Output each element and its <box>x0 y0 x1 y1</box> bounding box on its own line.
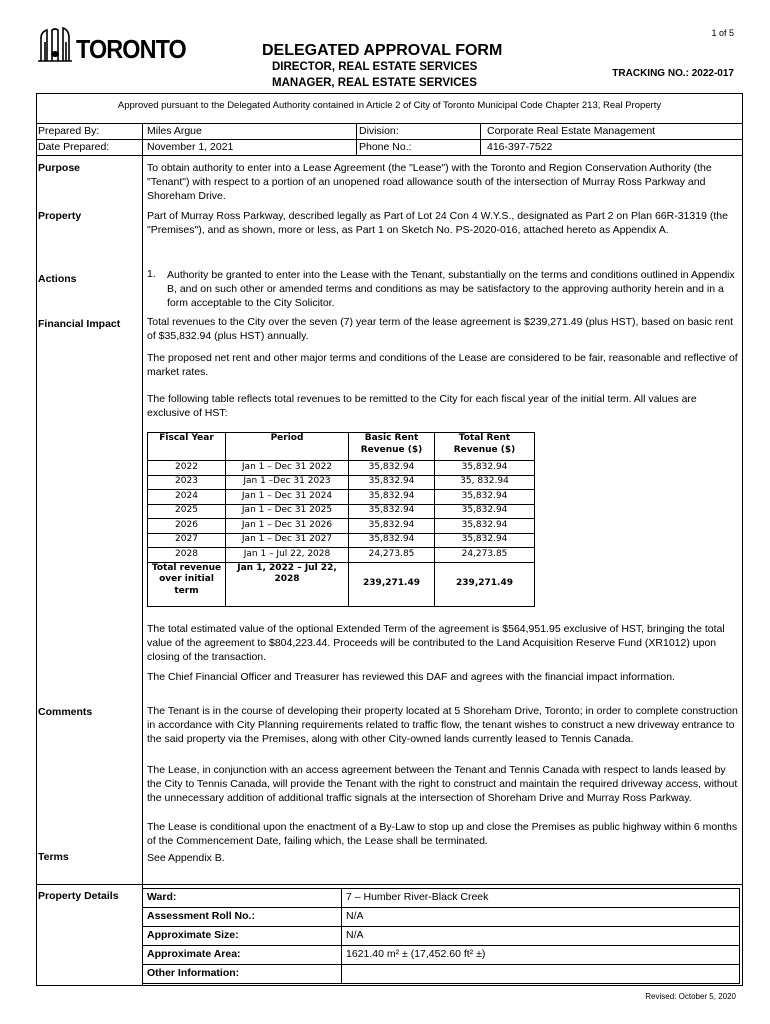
prepared-by-value: Miles Argue <box>147 125 202 137</box>
fiscal-year-cell: 2026 <box>148 519 226 534</box>
total-rent-cell: 35,832.94 <box>435 490 535 505</box>
table-row <box>143 889 740 908</box>
comments-paragraph-3: The Lease is conditional upon the enactment of a By-Law to stop up and close the Premises as public highway within 6 months of the Commencement Date, failing which, the Lease shall be terminated. <box>147 821 738 848</box>
basic-rent-cell: 35,832.94 <box>349 475 435 490</box>
action-number: 1. <box>147 268 156 280</box>
property-label: Property <box>38 210 82 222</box>
period-cell: Jan 1 –Dec 31 2023 <box>226 475 349 490</box>
table-row <box>143 927 740 946</box>
toronto-logo <box>38 24 198 62</box>
approx-size-label: Approximate Size: <box>143 927 342 946</box>
revised-date: Revised: October 5, 2020 <box>645 991 736 1001</box>
col-basic-rent: Basic Rent Revenue ($) <box>349 433 435 461</box>
prepared-by-label: Prepared By: <box>38 125 100 137</box>
phone-label: Phone No.: <box>359 141 412 153</box>
approx-area-value: 1621.40 m² ± (17,452.60 ft² ±) <box>342 946 740 965</box>
col-period: Period <box>226 433 349 461</box>
period-cell: Jan 1 – Dec 31 2024 <box>226 490 349 505</box>
subtitle-line-1: DIRECTOR, REAL ESTATE SERVICES <box>272 61 478 73</box>
period-cell: Jan 1 – Dec 31 2025 <box>226 504 349 519</box>
table-row <box>148 490 535 505</box>
assessment-roll-label: Assessment Roll No.: <box>143 908 342 927</box>
period-cell: Jan 1 – Dec 31 2026 <box>226 519 349 534</box>
total-rent-cell: 35,832.94 <box>435 504 535 519</box>
property-text: Part of Murray Ross Parkway, described legally as Part of Lot 24 Con 4 W.Y.S., designated as Part 2 on Plan 66R-31319 (the "Premises"), and as shown, more or less, as Part 1 on Sketch No. PS-2020-016, attached hereto as Appendix A. <box>147 210 728 237</box>
fiscal-year-cell: 2027 <box>148 533 226 548</box>
comments-paragraph-1: The Tenant is in the course of developing their property located at 5 Shoreham Drive, Toronto; in order to complete construction in accordance with City Planning requirements related to traffic flow, the tenant wishes to construct a new driveway entrance to the said property via the Premises, along with other City-owned lands currently leased to Tennis Canada. <box>147 705 738 746</box>
purpose-label: Purpose <box>38 162 81 174</box>
table-row <box>148 533 535 548</box>
table-row <box>148 475 535 490</box>
other-info-label: Other Information: <box>143 965 342 984</box>
form-title: DELEGATED APPROVAL FORM <box>262 42 503 59</box>
revenue-table-header <box>148 433 535 461</box>
basic-rent-cell: 35,832.94 <box>349 490 435 505</box>
col-total-rent: Total Rent Revenue ($) <box>435 433 535 461</box>
other-info-value <box>342 965 740 984</box>
financial-paragraph-4: The total estimated value of the optional Extended Term of the agreement is $564,951.95 exclusive of HST, bringing the total value of the agreement to $804,223.44. Proceeds will be contributed to the Land Acquisition Reserve Fund (XR1012) upon closing of the transaction. <box>147 623 725 664</box>
total-period-cell: Jan 1, 2022 – Jul 22, 2028 <box>226 562 349 606</box>
table-row <box>148 461 535 476</box>
basic-rent-cell: 35,832.94 <box>349 504 435 519</box>
form-subtitle <box>272 60 477 91</box>
col-fiscal-year: Fiscal Year <box>148 433 226 461</box>
purpose-text: To obtain authority to enter into a Lease Agreement (the "Lease") with the Toronto and Region Conservation Authority (the "Tenant") with respect to a portion of an unopened road allowance south of the intersection of Murray Ross Parkway and Shoreham Drive. <box>147 162 712 203</box>
total-rent-cell: 35,832.94 <box>435 533 535 548</box>
total-rent-cell: 24,273.85 <box>435 548 535 563</box>
period-cell: Jan 1 – Dec 31 2022 <box>226 461 349 476</box>
ward-value: 7 – Humber River-Black Creek <box>342 889 740 908</box>
division-value: Corporate Real Estate Management <box>487 125 656 137</box>
page-indicator: 1 of 5 <box>711 28 734 38</box>
terms-label: Terms <box>38 851 69 863</box>
terms-text: See Appendix B. <box>147 852 225 864</box>
city-hall-icon <box>38 24 72 62</box>
basic-rent-cell: 35,832.94 <box>349 461 435 476</box>
total-rent-cell: 35, 832.94 <box>435 475 535 490</box>
date-prepared-label: Date Prepared: <box>38 141 110 153</box>
fiscal-year-cell: 2023 <box>148 475 226 490</box>
ward-label: Ward: <box>143 889 342 908</box>
tracking-number: TRACKING NO.: 2022-017 <box>612 68 734 79</box>
assessment-roll-value: N/A <box>342 908 740 927</box>
fiscal-year-cell: 2024 <box>148 490 226 505</box>
property-details-label: Property Details <box>38 890 119 902</box>
table-row <box>148 519 535 534</box>
table-row <box>143 946 740 965</box>
total-rent-total-cell: 239,271.49 <box>435 562 535 606</box>
fiscal-year-cell: 2022 <box>148 461 226 476</box>
period-cell: Jan 1 – Dec 31 2027 <box>226 533 349 548</box>
logo-wordmark: TORONTO <box>76 34 186 64</box>
action-text: Authority be granted to enter into the Lease with the Tenant, substantially on the terms and conditions outlined in Appendix B, and on such other or amended terms and conditions as may be satisfactory to the approving authority herein and in a form acceptable to the City Solicitor. <box>167 269 735 310</box>
table-row <box>148 504 535 519</box>
phone-value: 416-397-7522 <box>487 141 553 153</box>
financial-paragraph-1: Total revenues to the City over the seven (7) year term of the lease agreement is $239,271.49 (plus HST), based on basic rent of $35,832.94 (plus HST) annually. <box>147 316 733 343</box>
fiscal-year-cell: 2025 <box>148 504 226 519</box>
financial-paragraph-3: The following table reflects total revenues to be remitted to the City for each fiscal year of the initial term. All values are exclusive of HST: <box>147 393 697 420</box>
basic-rent-cell: 24,273.85 <box>349 548 435 563</box>
comments-label: Comments <box>38 706 93 718</box>
approx-size-value: N/A <box>342 927 740 946</box>
approval-statement: Approved pursuant to the Delegated Authority contained in Article 2 of City of Toronto Municipal Code Chapter 213, Real Property <box>117 100 662 111</box>
division-label: Division: <box>359 125 399 137</box>
financial-impact-label: Financial Impact <box>38 318 121 330</box>
fiscal-year-cell: 2028 <box>148 548 226 563</box>
table-row <box>148 548 535 563</box>
total-label-cell: Total revenue over initial term <box>148 562 226 606</box>
subtitle-line-2: MANAGER, REAL ESTATE SERVICES <box>272 76 477 89</box>
total-basic-rent-cell: 239,271.49 <box>349 562 435 606</box>
table-total-row <box>148 562 535 606</box>
table-row <box>143 965 740 984</box>
date-prepared-value: November 1, 2021 <box>147 141 234 153</box>
total-rent-cell: 35,832.94 <box>435 461 535 476</box>
approx-area-label: Approximate Area: <box>143 946 342 965</box>
revenue-table <box>147 432 535 607</box>
financial-paragraph-2: The proposed net rent and other major terms and conditions of the Lease are considered to be fair, reasonable and reflective of market rates. <box>147 352 738 379</box>
basic-rent-cell: 35,832.94 <box>349 533 435 548</box>
comments-paragraph-2: The Lease, in conjunction with an access agreement between the Tenant and Tennis Canada with respect to lands leased by the City to Tennis Canada, will provide the Tenant with the right to construct and maintain the required driveway access, without the unnecessary addition of additional traffic signals at the intersection of Shoreham Drive and Murray Ross Parkway. <box>147 764 738 805</box>
financial-paragraph-5: The Chief Financial Officer and Treasurer has reviewed this DAF and agrees with the financial impact information. <box>147 671 675 683</box>
table-row <box>143 908 740 927</box>
basic-rent-cell: 35,832.94 <box>349 519 435 534</box>
actions-label: Actions <box>38 273 77 285</box>
period-cell: Jan 1 – Jul 22, 2028 <box>226 548 349 563</box>
total-rent-cell: 35,832.94 <box>435 519 535 534</box>
property-details-table <box>142 888 740 984</box>
